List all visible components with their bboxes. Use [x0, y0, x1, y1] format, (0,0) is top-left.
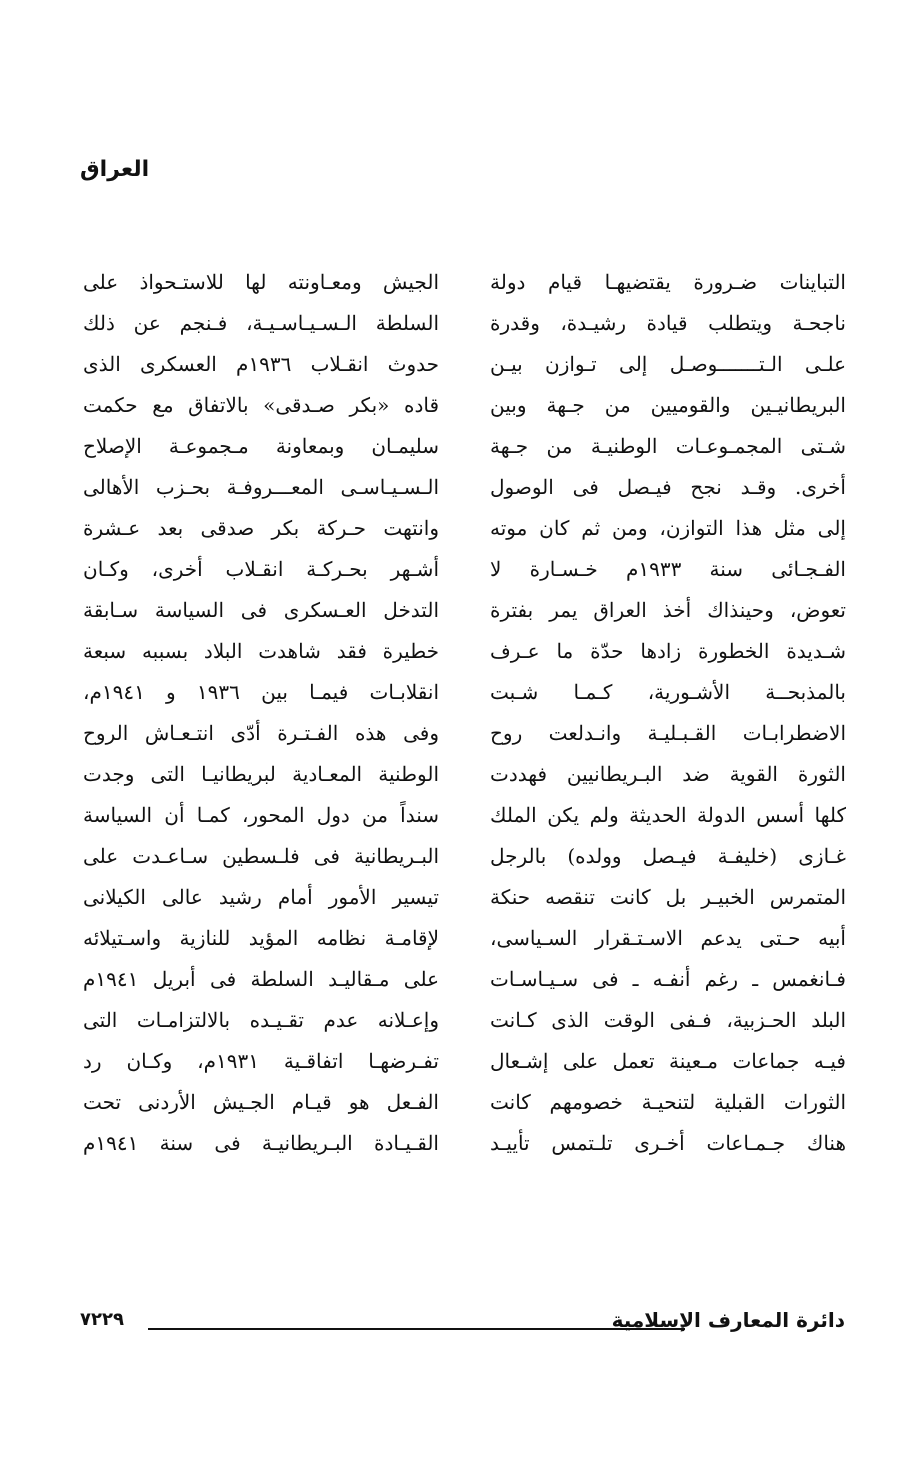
- text-line: تيسير الأمور أمام رشيد عالى الكيلانى: [83, 885, 439, 909]
- text-line: الفـعل هو قيـام الجـيش الأردنى تحت: [83, 1090, 439, 1114]
- page-footer: [80, 1302, 845, 1342]
- text-line: فيـه جماعات مـعينة تعمل على إشـعال: [490, 1049, 846, 1073]
- text-line: وفى هذه الفـتـرة أدّى انتـعـاش الروح: [83, 721, 439, 745]
- text-line: القـيـادة البـريطانيـة فى سنة ١٩٤١م: [83, 1131, 439, 1155]
- text-line: فـانغمس ـ رغم أنفـه ـ فى سـيـاسـات: [490, 967, 846, 991]
- text-line: شـتى المجمـوعـات الوطنيـة من جـهة: [490, 434, 846, 458]
- text-line: الاضطرابـات القـبـليـة وانـدلعت روح: [490, 721, 846, 745]
- text-line: قاده «بكر صـدقى» بالاتفاق مع حكمت: [83, 393, 439, 417]
- text-line: سليمـان وبمعاونة مـجموعـة الإصلاح: [83, 434, 439, 458]
- text-line: على مـقاليـد السلطة فى أبريل ١٩٤١م: [83, 967, 439, 991]
- text-column-left: [83, 262, 439, 1164]
- text-line: البـريطانية فى فلـسطين سـاعـدت على: [83, 844, 439, 868]
- text-line: البلد الحـزبية، فـفى الوقت الذى كـانت: [490, 1008, 846, 1032]
- text-line: خطيرة فقد شاهدت البلاد بسببه سبعة: [83, 639, 439, 663]
- text-line: الثورات القبلية لتنحيـة خصومهم كانت: [490, 1090, 846, 1114]
- text-line: سنداً من دول المحور، كمـا أن السياسة: [83, 803, 439, 827]
- text-line: أبيه حـتى يدعم الاسـتـقرار السـياسى،: [490, 926, 846, 950]
- text-line: شـديدة الخطورة زادها حدّة ما عـرف: [490, 639, 846, 663]
- page-number: ٧٢٢٩: [80, 1309, 124, 1330]
- text-line: الـسـيـاسـى المعـــروفـة بحـزب الأهالى: [83, 475, 439, 499]
- text-line: الفـجـائى سنة ١٩٣٣م خـسـارة لا: [490, 557, 846, 581]
- text-line: الوطنية المعـادية لبريطانيـا التى وجدت: [83, 762, 439, 786]
- text-line: تعوض، وحينذاك أخذ العراق يمر بفترة: [490, 598, 846, 622]
- text-line: علـى الـتـــــــوصـل إلى تـوازن بيـن: [490, 352, 846, 376]
- text-line: لإقامـة نظامه المؤيد للنازية واسـتيلائه: [83, 926, 439, 950]
- running-header-title: العراق: [80, 157, 150, 182]
- text-line: تفـرضهـا اتفاقـية ١٩٣١م، وكـان رد: [83, 1049, 439, 1073]
- text-line: السلطة الـسـيـاسـيـة، فـنجم عن ذلك: [83, 311, 439, 335]
- footer-publication-title: دائرة المعارف الإسلامية: [611, 1308, 845, 1332]
- text-line: غـازى (خليفـة فيـصل وولده) بالرجل: [490, 844, 846, 868]
- text-line: كلها أسس الدولة الحديثة ولم يكن الملك: [490, 803, 846, 827]
- text-line: التدخل العـسكرى فى السياسة سـابقة: [83, 598, 439, 622]
- text-line: البريطانيـين والقوميين من جـهة وبين: [490, 393, 846, 417]
- text-line: الثورة القوية ضد البـريطانيين فهددت: [490, 762, 846, 786]
- text-column-right: [490, 262, 846, 1164]
- footer-divider: [148, 1328, 685, 1330]
- text-line: وإعـلانه عدم تقـيـده بالالتزامـات التى: [83, 1008, 439, 1032]
- text-line: أخرى. وقـد نجح فيـصل فى الوصول: [490, 475, 846, 499]
- text-line: حدوث انقـلاب ١٩٣٦م العسكرى الذى: [83, 352, 439, 376]
- text-line: أشـهر بحـركـة انقـلاب أخرى، وكـان: [83, 557, 439, 581]
- text-line: وانتهت حـركة بكر صدقى بعد عـشرة: [83, 516, 439, 540]
- text-line: المتمرس الخبيـر بل كانت تنقصه حنكة: [490, 885, 846, 909]
- text-line: بالمذبحــة الأشـورية، كـمـا شـبت: [490, 680, 846, 704]
- text-line: هناك جـمـاعات أخـرى تلـتمس تأييـد: [490, 1131, 846, 1155]
- text-line: إلى مثل هذا التوازن، ومن ثم كان موته: [490, 516, 846, 540]
- text-line: الجيش ومعـاونته لها للاستـحواذ على: [83, 270, 439, 294]
- text-line: التباينات ضـرورة يقتضيهـا قيام دولة: [490, 270, 846, 294]
- text-line: انقلابـات فيمـا بين ١٩٣٦ و ١٩٤١م،: [83, 680, 439, 704]
- text-line: ناجحـة ويتطلب قيادة رشيـدة، وقدرة: [490, 311, 846, 335]
